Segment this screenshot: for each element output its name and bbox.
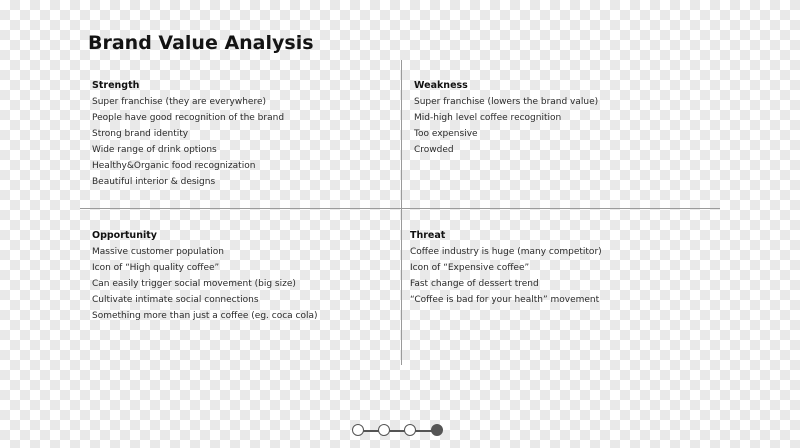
page-dot-2[interactable] (378, 424, 390, 436)
threat-quadrant (410, 228, 710, 308)
opportunity-list (92, 244, 392, 324)
list-item: Super franchise (they are everywhere) (92, 97, 267, 107)
list-item: Can easily trigger social movement (big size) (92, 279, 296, 289)
page-dot-1[interactable] (352, 424, 364, 436)
list-item: Mid-high level coffee recognition (414, 113, 562, 123)
opportunity-quadrant (92, 228, 392, 324)
list-item: Beautiful interior & designs (92, 177, 216, 187)
weakness-quadrant (414, 78, 714, 158)
threat-list (410, 244, 710, 308)
weakness-heading: Weakness (414, 80, 468, 91)
list-item: Healthy&Organic food recognization (92, 161, 256, 171)
horizontal-divider (80, 208, 720, 209)
page-dot-3[interactable] (404, 424, 416, 436)
list-item: Strong brand identity (92, 129, 189, 139)
list-item: Something more than just a coffee (eg. coca cola) (92, 311, 318, 321)
page-dot-4-current[interactable] (431, 424, 443, 436)
list-item: Super franchise (lowers the brand value) (414, 97, 599, 107)
list-item: People have good recognition of the brand (92, 113, 285, 123)
list-item: “Coffee is bad for your health” movement (410, 295, 600, 305)
list-item: Too expensive (414, 129, 478, 139)
list-item: Cultivate intimate social connections (92, 295, 259, 305)
weakness-list (414, 94, 714, 158)
list-item: Icon of “High quality coffee” (92, 263, 220, 273)
pagination-track (358, 430, 438, 432)
slide-pagination (352, 423, 452, 439)
list-item: Massive customer population (92, 247, 225, 257)
strength-quadrant (92, 78, 392, 190)
threat-heading: Threat (410, 230, 446, 241)
strength-list (92, 94, 392, 190)
list-item: Coffee industry is huge (many competitor) (410, 247, 602, 257)
list-item: Crowded (414, 145, 454, 155)
list-item: Icon of “Expensive coffee” (410, 263, 530, 273)
vertical-divider (401, 60, 402, 365)
list-item: Fast change of dessert trend (410, 279, 539, 289)
strength-heading: Strength (92, 80, 140, 91)
page-title: Brand Value Analysis (88, 32, 314, 54)
list-item: Wide range of drink options (92, 145, 217, 155)
opportunity-heading: Opportunity (92, 230, 157, 241)
